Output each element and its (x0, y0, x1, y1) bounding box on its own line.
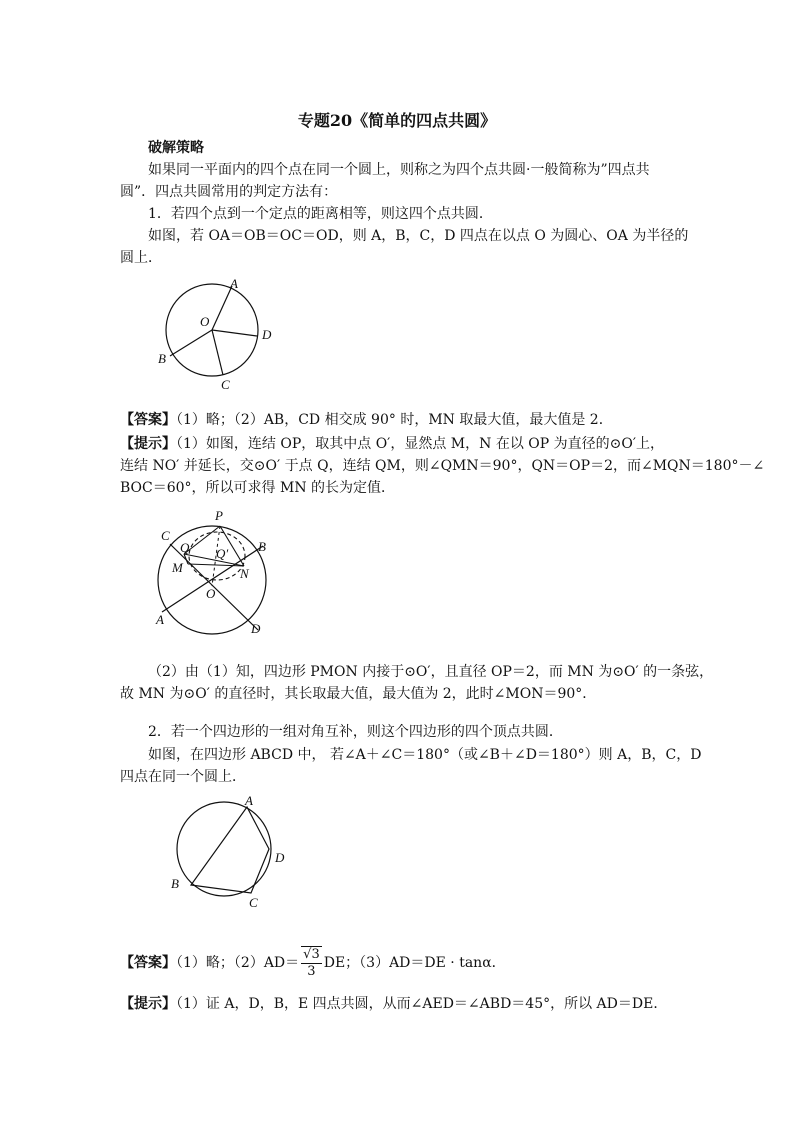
figure2-label-b: B (258, 539, 266, 554)
answer1 (120, 410, 613, 430)
figure1-label-d: D (262, 327, 272, 342)
answer1-label: 【答案】 (120, 412, 176, 428)
answer2-label: 【答案】 (120, 955, 176, 971)
answer2-fraction-denominator: 3 (307, 964, 316, 979)
hint2-label: 【提示】 (120, 996, 176, 1012)
figure1-segment-od (212, 330, 257, 336)
hint1-line-1 (120, 434, 664, 454)
figure2-label-c: C (161, 528, 170, 543)
figure1-segment-oc (212, 330, 223, 375)
hint2-text: （1）证 A，D，B，E 四点共圆，从而∠AED＝∠ABD＝45°，所以 AD＝DE． (176, 996, 668, 1012)
figure2-label-n: N (240, 566, 249, 581)
answer2-part1: （1）略；（2）AD＝ (176, 955, 300, 971)
figure2-label-q: Q (180, 540, 190, 555)
figure3-label-a: A (245, 795, 253, 808)
hint1-label: 【提示】 (120, 436, 176, 452)
figure1-label-b: B (158, 351, 166, 366)
figure3-label-d: D (275, 850, 285, 865)
answer2 (120, 946, 506, 980)
figure3-circle (177, 802, 271, 896)
hint1-line-3: BOC＝60°，所以可求得 MN 的长为定值． (120, 480, 396, 496)
figure-inscribed-quadrilateral-pmon (148, 506, 278, 638)
figure3-label-c: C (249, 895, 258, 910)
figure1-segment-oa (212, 286, 232, 330)
hint1-line-1-text: （1）如图，连结 OP，取其中点 O′，显然点 M，N 在以 OP 为直径的⊙O′上， (176, 436, 665, 452)
figure-circle-equal-radii (150, 272, 290, 394)
method2-example-line-2: 四点在同一个圆上． (120, 769, 246, 785)
figure-cyclic-quadrilateral-abcd (165, 795, 295, 915)
figure2-label-a: A (156, 612, 164, 627)
answer2-part2: DE；（3）AD＝DE · tanα． (323, 955, 506, 971)
method2-example-line-1: 如图，在四边形 ABCD 中， 若∠A＋∠C＝180°（或∠B＋∠D＝180°）则 A，B，C，D (148, 747, 702, 763)
intro-line-2: 圆”．四点共圆常用的判定方法有： (120, 184, 338, 200)
figure3-label-b: B (171, 876, 179, 891)
figure1-label-c: C (221, 377, 230, 392)
hint1-part2-line-2: 故 MN 为⊙O′ 的直径时，其长取最大值，最大值为 2，此时∠MON＝90°． (120, 686, 597, 702)
figure3-quadrilateral (191, 807, 269, 893)
answer2-fraction (301, 946, 322, 980)
hint1-line-2: 连结 NO′ 并延长，交⊙O′ 于点 Q，连结 QM，则∠QMN＝90°，QN＝OP＝2，而∠MQN＝180°－∠ (120, 458, 765, 474)
figure2-segment-pq (184, 526, 220, 554)
method1-example-line-2: 圆上． (120, 250, 162, 266)
intro-line-1: 如果同一平面内的四个点在同一个圆上，则称之为四个点共圆·一般简称为”四点共 (148, 162, 650, 178)
figure2-label-m: M (172, 560, 183, 575)
answer1-text: （1）略；（2）AB，CD 相交成 90° 时，MN 取最大值，最大值是 2． (176, 412, 613, 428)
figure2-label-d: D (251, 621, 261, 636)
figure2-label-o: O (206, 586, 216, 601)
hint1-part2-line-1: （2）由（1）知，四边形 PMON 内接于⊙O′，且直径 OP＝2，而 MN 为⊙O′ 的一条弦， (148, 664, 714, 680)
method2-statement: 2．若一个四边形的一组对角互补，则这个四边形的四个顶点共圆． (148, 724, 563, 740)
hint2 (120, 994, 667, 1014)
figure1-label-a: A (230, 276, 238, 291)
page-title: 专题20《简单的四点共圆》 (297, 111, 497, 130)
figure2-label-p: P (215, 508, 223, 523)
figure1-segment-ob (170, 330, 212, 356)
answer2-fraction-numerator: √3 (303, 947, 320, 962)
figure1-label-o: O (200, 314, 210, 329)
strategy-heading: 破解策略 (148, 140, 204, 156)
figure2-label-q-prime: Q′ (216, 546, 229, 561)
method1-example-line-1: 如图，若 OA＝OB＝OC＝OD，则 A，B，C，D 四点在以点 O 为圆心、OA 为半径的 (148, 228, 689, 244)
method1-statement: 1．若四个点到一个定点的距离相等，则这四个点共圆． (148, 206, 493, 222)
